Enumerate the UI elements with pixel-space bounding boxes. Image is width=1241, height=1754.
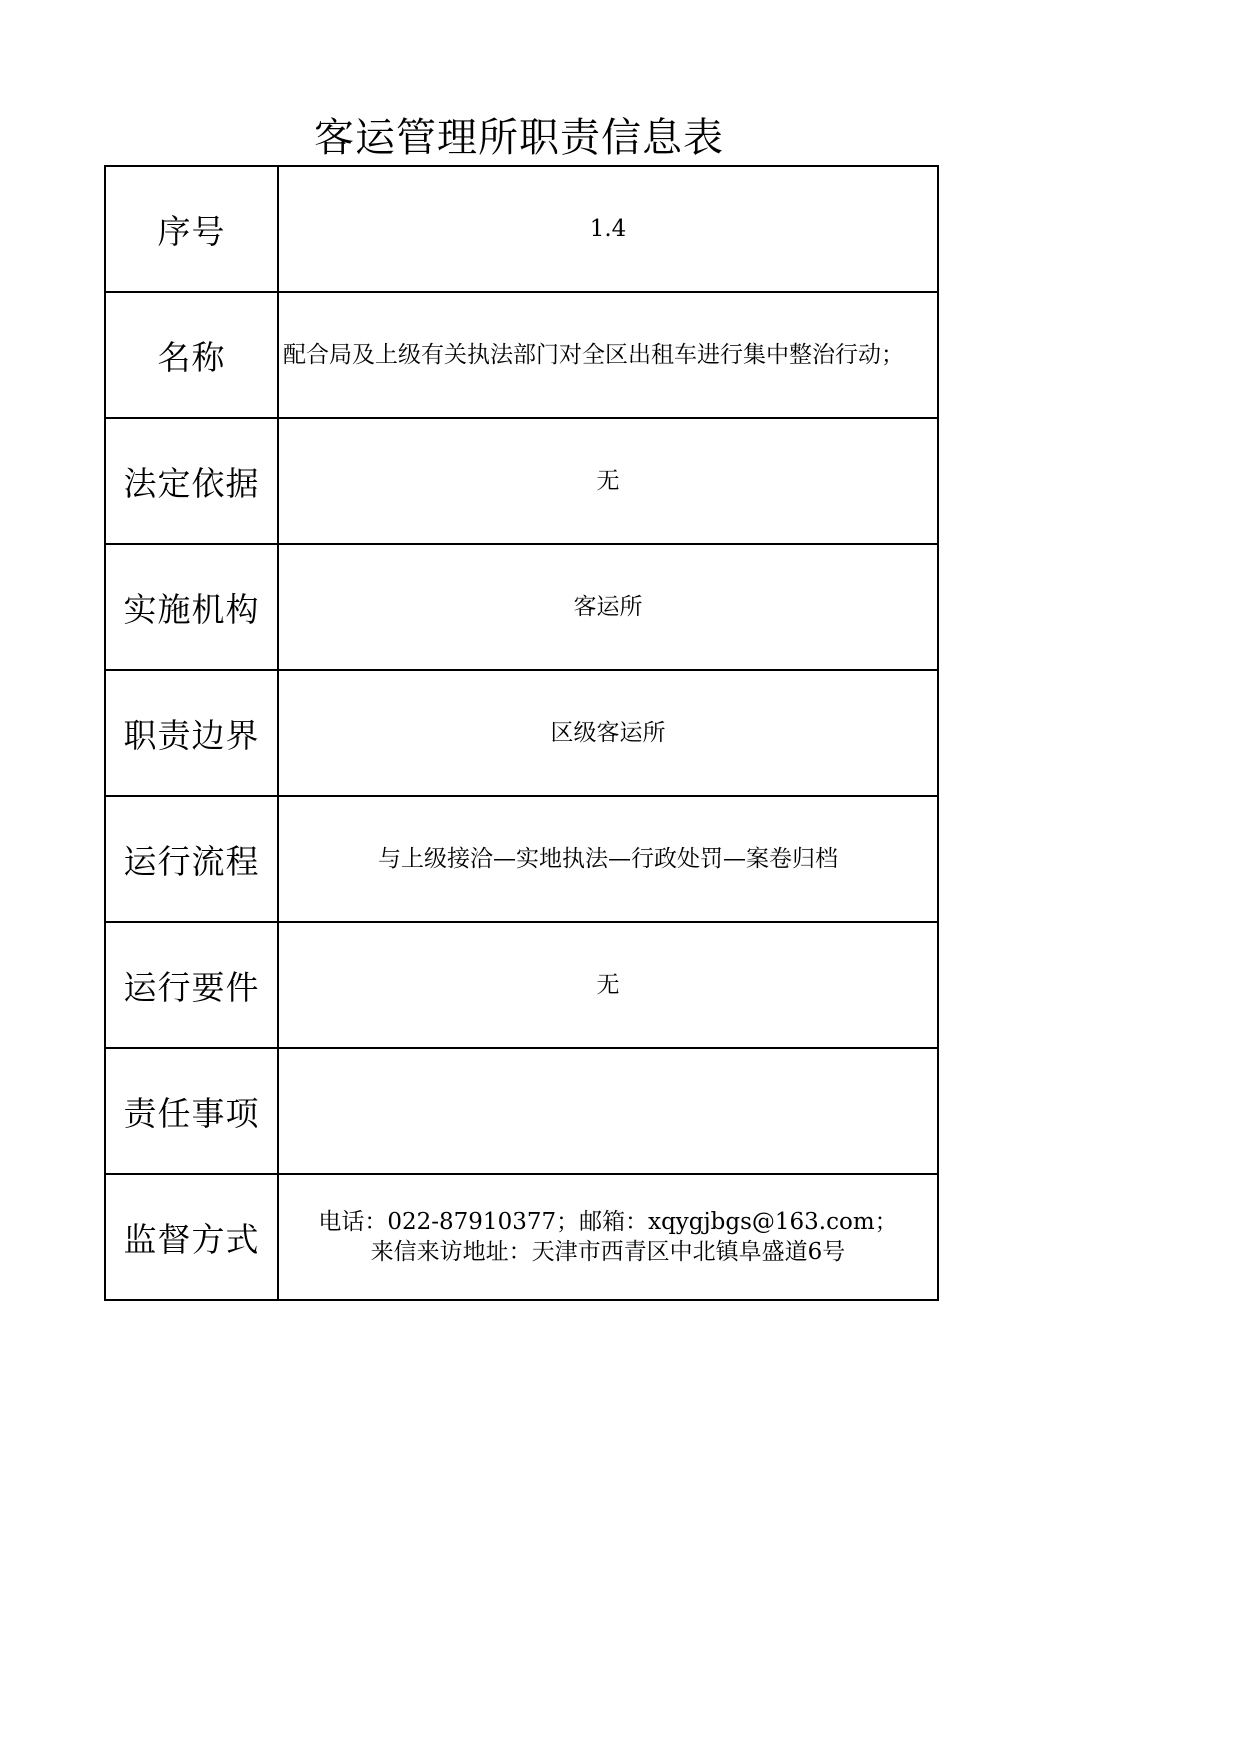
table-row-duty-boundary	[105, 670, 938, 796]
row-value: 客运所	[278, 544, 938, 670]
row-label: 法定依据	[105, 418, 278, 544]
row-label: 序号	[105, 166, 278, 292]
row-label: 名称	[105, 292, 278, 418]
row-value	[278, 1048, 938, 1174]
row-label: 监督方式	[105, 1174, 278, 1300]
table-row-name	[105, 292, 938, 418]
row-value: 无	[278, 418, 938, 544]
table-row-supervision	[105, 1174, 938, 1300]
row-label: 运行要件	[105, 922, 278, 1048]
row-value: 与上级接洽—实地执法—行政处罚—案卷归档	[278, 796, 938, 922]
row-value: 1.4	[278, 166, 938, 292]
row-value: 区级客运所	[278, 670, 938, 796]
row-value: 无	[278, 922, 938, 1048]
table-row-serial-number	[105, 166, 938, 292]
row-value: 配合局及上级有关执法部门对全区出租车进行集中整治行动；	[278, 292, 938, 418]
duty-info-table	[104, 165, 939, 1301]
row-label: 职责边界	[105, 670, 278, 796]
table-row-requirements	[105, 922, 938, 1048]
table-row-legal-basis	[105, 418, 938, 544]
table-row-implementing-agency	[105, 544, 938, 670]
table-row-process	[105, 796, 938, 922]
row-value	[278, 1174, 938, 1300]
table-row-responsibility-items	[105, 1048, 938, 1174]
page-title: 客运管理所职责信息表	[314, 115, 724, 161]
contact-phone-email: 电话：022-87910377；邮箱：xqygjbgs@163.com；	[318, 1209, 898, 1235]
row-label: 责任事项	[105, 1048, 278, 1174]
row-label: 实施机构	[105, 544, 278, 670]
row-label: 运行流程	[105, 796, 278, 922]
contact-address: 来信来访地址：天津市西青区中北镇阜盛道6号	[370, 1239, 846, 1265]
